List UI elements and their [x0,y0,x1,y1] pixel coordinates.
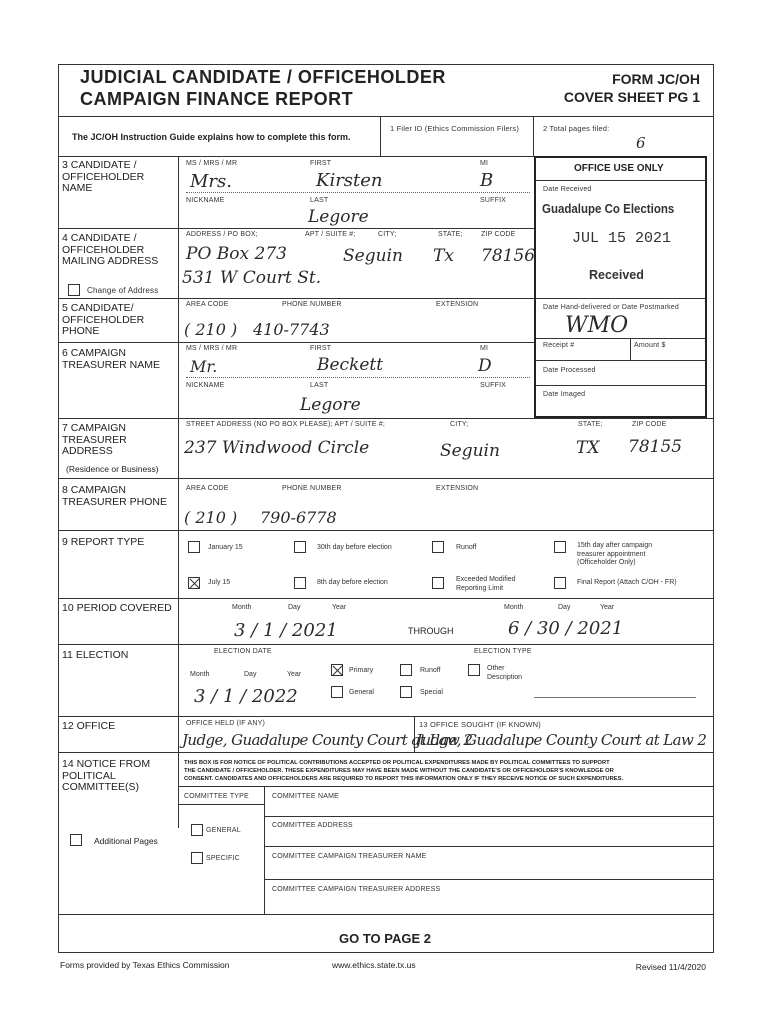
general-election-label: General [349,689,374,696]
period-start-value[interactable]: 3 / 1 / 2021 [234,620,338,641]
committee-type-label: COMMITTEE TYPE [184,793,249,800]
treasurer-street-value[interactable]: 237 Windwood Circle [184,438,370,458]
section-6-text: 6 CAMPAIGN TREASURER NAME [62,347,161,371]
section-14-text: 14 NOTICE FROM POLITICAL COMMITTEE(S) [62,758,151,793]
other-description-label: Other Description [487,665,523,681]
election-day-label: Day [244,671,257,678]
candidate-ms-value[interactable]: Mrs. [190,171,232,192]
treasurer-state-label: STATE; [578,421,603,428]
treasurer-last-label: LAST [310,382,329,389]
section-4-label [62,233,174,268]
section-12-text: 12 OFFICE [62,720,116,732]
ms-label: MS / MRS / MR [186,160,238,167]
period-start-month-label: Month [232,604,252,611]
notice-line1: THIS BOX IS FOR NOTICE OF POLITICAL CONTRIBUTIONS ACCEPTED OR POLITICAL EXPENDITURES MADE BY POLITICAL COMMITTEES TO SUPPORT [184,760,610,766]
treasurer-phone-value[interactable]: 790-6778 [260,508,337,527]
15th-day-checkbox[interactable] [554,541,566,553]
period-end-day-label: Day [558,604,571,611]
section-3-label [62,160,174,195]
revised-date: Revised 11/4/2020 [635,962,706,972]
date-received-label: Date Received [543,186,592,193]
committee-treasurer-address-label: COMMITTEE CAMPAIGN TREASURER ADDRESS [272,886,441,893]
website-link[interactable]: www.ethics.state.tx.us [332,960,416,970]
filer-id-label: 1 Filer ID (Ethics Commission Filers) [390,124,520,133]
suffix-label: SUFFIX [480,197,507,204]
candidate-area-code-value[interactable]: ( 210 ) [184,320,238,339]
treasurer-ms-label: MS / MRS / MR [186,345,238,352]
hand-delivered-label: Date Hand-delivered or Date Postmarked [543,304,679,311]
runoff-report-label: Runoff [456,544,477,551]
exceeded-limit-checkbox[interactable] [432,577,444,589]
form-title-line2: CAMPAIGN FINANCE REPORT [80,89,354,109]
section-12-label [62,721,174,733]
state-label: STATE; [438,231,463,238]
nickname-label: NICKNAME [186,197,225,204]
through-label: THROUGH [408,626,454,636]
candidate-phone-label: PHONE NUMBER [282,301,342,308]
office-held-label: OFFICE HELD (IF ANY) [186,720,266,727]
runoff-report-checkbox[interactable] [432,541,444,553]
office-sought-label: 13 OFFICE SOUGHT (IF KNOWN) [419,720,541,729]
street-address-label: STREET ADDRESS (NO PO BOX PLEASE); APT / SUITE #; [186,421,385,428]
treasurer-ms-value[interactable]: Mr. [190,357,218,376]
date-processed-label: Date Processed [543,367,596,374]
treasurer-city-label: CITY; [450,421,469,428]
candidate-mi-value[interactable]: B [480,170,494,191]
period-end-value[interactable]: 6 / 30 / 2021 [508,618,624,639]
additional-pages-label: Additional Pages [94,836,158,846]
specific-committee-checkbox[interactable] [191,852,203,864]
form-title-line1: JUDICIAL CANDIDATE / OFFICEHOLDER [80,67,446,87]
final-report-label: Final Report (Attach C/OH - FR) [577,579,677,586]
primary-checkbox[interactable] [331,664,343,676]
specific-committee-label: SPECIFIC [206,855,240,862]
notice-line3: CONSENT. CANDIDATES AND OFFICEHOLDERS ARE REQUIRED TO REPORT THIS INFORMATION ONLY IF THEY RECEIVE NOTICE OF SUCH EXPENDITURES. [184,776,624,782]
committee-name-label: COMMITTEE NAME [272,793,339,800]
15th-day-label: 15th day after campaign treasurer appointment (Officeholder Only) [577,542,653,566]
form-page: COVER SHEET PG 1 [563,89,700,105]
30th-day-checkbox[interactable] [294,541,306,553]
treasurer-last-value[interactable]: Legore [300,395,361,415]
candidate-extension-label: EXTENSION [436,301,479,308]
treasurer-state-value[interactable]: TX [576,438,600,458]
office-held-value[interactable]: Judge, Guadalupe County Court at Law 2 [182,731,473,749]
january-15-checkbox[interactable] [188,541,200,553]
candidate-last-value[interactable]: Legore [308,207,369,227]
section-8-text: 8 CAMPAIGN TREASURER PHONE [62,484,168,508]
july-15-label: July 15 [208,579,231,586]
treasurer-nickname-label: NICKNAME [186,382,225,389]
last-label: LAST [310,197,329,204]
section-7-text: 7 CAMPAIGN TREASURER ADDRESS [62,422,127,457]
notice-line2: THE CANDIDATE / OFFICEHOLDER. THESE EXPENDITURES MAY HAVE BEEN MADE WITHOUT THE CANDIDATE'S OR OFFICEHOLDER'S KNOWLEDGE OR [184,768,614,774]
general-committee-checkbox[interactable] [191,824,203,836]
change-of-address-checkbox[interactable] [68,284,80,296]
other-checkbox[interactable] [468,664,480,676]
mailing-state-value[interactable]: Tx [433,246,454,266]
apt-label: APT / SUITE #; [305,231,356,238]
section-11-text: 11 ELECTION [62,649,129,661]
instruction-text: The JC/OH Instruction Guide explains how to complete this form. [72,132,351,142]
election-runoff-label: Runoff [420,667,441,674]
8th-day-label: 8th day before election [317,579,388,586]
election-date-label: ELECTION DATE [214,648,272,655]
go-to-page-2: GO TO PAGE 2 [339,931,431,946]
general-election-checkbox[interactable] [331,686,343,698]
treasurer-area-code-label: AREA CODE [186,485,229,492]
section-8-label [62,485,174,508]
candidate-first-value[interactable]: Kirsten [316,170,383,191]
treasurer-zip-label: ZIP CODE [632,421,667,428]
period-end-month-label: Month [504,604,524,611]
30th-day-label: 30th day before election [317,544,392,551]
election-month-label: Month [190,671,210,678]
treasurer-mi-label: MI [480,345,489,352]
treasurer-extension-label: EXTENSION [436,485,479,492]
candidate-area-code-label: AREA CODE [186,301,229,308]
treasurer-first-label: FIRST [310,345,332,352]
total-pages-value: 6 [636,134,646,152]
section-5-text: 5 CANDIDATE/ OFFICEHOLDER PHONE [62,302,145,337]
committee-treasurer-name-label: COMMITTEE CAMPAIGN TREASURER NAME [272,853,427,860]
section-5-label [62,303,174,338]
mailing-line2-value[interactable]: 531 W Court St. [182,268,322,288]
treasurer-first-value[interactable]: Beckett [317,355,384,375]
received-stamp-date: JUL 15 2021 [572,230,672,247]
section-10-label [62,603,174,615]
provided-by: Forms provided by Texas Ethics Commission [60,960,230,970]
zip-label: ZIP CODE [481,231,516,238]
address-label: ADDRESS / PO BOX; [186,231,258,238]
treasurer-suffix-label: SUFFIX [480,382,507,389]
total-pages-label: 2 Total pages filed: [543,124,610,133]
section-7-label [62,423,174,458]
election-year-label: Year [287,671,302,678]
special-election-label: Special [420,689,443,696]
received-stamp-word: Received [589,268,644,282]
8th-day-checkbox[interactable] [294,577,306,589]
office-use-box [534,156,707,418]
period-start-year-label: Year [332,604,347,611]
received-stamp-org: Guadalupe Co Elections [542,202,675,216]
section-3-text: 3 CANDIDATE / OFFICEHOLDER NAME [62,159,145,194]
mi-label: MI [480,160,489,167]
election-date-value[interactable]: 3 / 1 / 2022 [194,686,298,707]
primary-label: Primary [349,667,374,674]
office-initials: WMO [565,313,629,338]
residence-or-business-note: (Residence or Business) [66,464,159,474]
amount-label: Amount $ [634,342,666,349]
exceeded-limit-label: Exceeded Modified Reporting Limit [456,576,516,592]
receipt-label: Receipt # [543,342,575,349]
office-use-title: OFFICE USE ONLY [574,163,664,174]
section-11-label [62,650,174,662]
treasurer-zip-value[interactable]: 78155 [628,437,683,457]
election-runoff-checkbox[interactable] [400,664,412,676]
treasurer-phone-label: PHONE NUMBER [282,485,342,492]
treasurer-mi-value[interactable]: D [478,356,492,376]
section-4-text: 4 CANDIDATE / OFFICEHOLDER MAILING ADDRESS [62,232,159,267]
date-imaged-label: Date Imaged [543,391,586,398]
january-15-label: January 15 [208,544,243,551]
city-label: CITY; [378,231,397,238]
candidate-phone-value[interactable]: 410-7743 [253,320,330,339]
treasurer-area-code-value[interactable]: ( 210 ) [184,508,238,527]
section-10-text: 10 PERIOD COVERED [62,602,172,614]
section-9-text: 9 REPORT TYPE [62,536,145,548]
section-14-label [62,759,174,794]
july-15-checkbox[interactable] [188,577,200,589]
section-9-label [62,537,174,549]
treasurer-city-value[interactable]: Seguin [440,441,500,461]
mailing-zip-value[interactable]: 78156 [481,246,536,266]
election-type-label: ELECTION TYPE [474,648,532,655]
office-sought-value[interactable]: Judge, Guadalupe County Court at Law 2 [416,731,707,749]
committee-address-label: COMMITTEE ADDRESS [272,822,353,829]
mailing-line1-value[interactable]: PO Box 273 [186,244,287,264]
general-committee-label: GENERAL [206,827,241,834]
additional-pages-checkbox[interactable] [70,834,82,846]
section-6-label [62,348,174,371]
special-election-checkbox[interactable] [400,686,412,698]
final-report-checkbox[interactable] [554,577,566,589]
form-id: FORM JC/OH [612,71,700,87]
mailing-city-value[interactable]: Seguin [343,246,403,266]
period-start-day-label: Day [288,604,301,611]
change-of-address-label: Change of Address [87,286,159,295]
first-label: FIRST [310,160,332,167]
period-end-year-label: Year [600,604,615,611]
